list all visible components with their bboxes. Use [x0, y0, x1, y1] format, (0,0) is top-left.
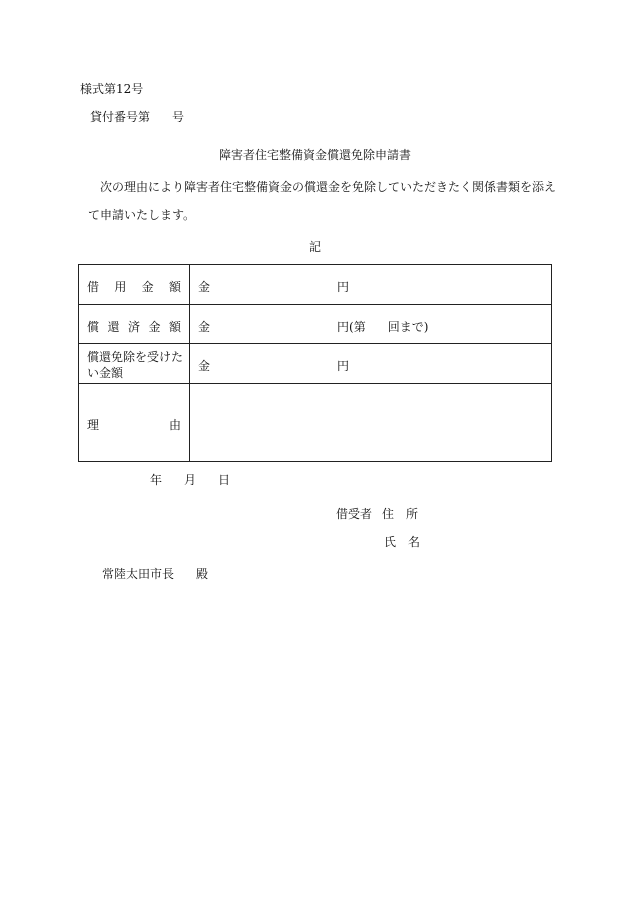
label-char: 金 — [148, 320, 161, 334]
yen-unit-with-installment — [337, 318, 428, 335]
borrower-name-line: 氏 名 — [384, 535, 421, 549]
installment-open: (第 — [349, 320, 366, 334]
label-char: 用 — [114, 280, 127, 294]
loan-number-suffix: 号 — [172, 110, 185, 124]
label-char: 済 — [127, 320, 140, 334]
row-value-borrowed-amount[interactable] — [191, 265, 551, 304]
label-char: 金 — [141, 280, 154, 294]
yen-unit: 円 — [337, 359, 350, 373]
recipient-name: 常陸太田市長 — [102, 567, 175, 581]
row-value-repaid-amount[interactable] — [191, 305, 551, 343]
table-row-repaid-amount — [79, 305, 551, 344]
amount-prefix: 金 — [198, 320, 211, 334]
exemption-amount-label: 償還免除を受けたい金額 — [87, 350, 184, 380]
yen-unit: 円 — [337, 320, 350, 334]
label-char: 償 — [87, 320, 100, 334]
ki-label: 記 — [308, 240, 321, 254]
installment-close: 回まで) — [387, 320, 429, 334]
yen-unit: 円 — [337, 280, 350, 294]
recipient-honorific: 殿 — [196, 567, 209, 581]
date-line — [150, 473, 230, 487]
label-char: 還 — [107, 320, 120, 334]
table-row-reason — [79, 384, 551, 461]
form-number: 様式第12号 — [80, 82, 144, 96]
body-text-line-2: て申請いたします。 — [88, 208, 196, 222]
label-char: 由 — [168, 418, 181, 432]
date-day: 日 — [218, 473, 231, 487]
row-header-borrowed-amount — [79, 265, 190, 304]
borrower-role: 借受者 — [336, 507, 373, 521]
document-title: 障害者住宅整備資金償還免除申請書 — [218, 148, 411, 162]
label-char: 借 — [87, 280, 100, 294]
amount-prefix: 金 — [198, 359, 211, 373]
date-month: 月 — [184, 473, 197, 487]
recipient-line — [102, 567, 208, 581]
amount-prefix: 金 — [198, 280, 211, 294]
address-label: 住 所 — [382, 507, 419, 521]
row-header-repaid-amount — [79, 305, 190, 343]
date-year: 年 — [150, 473, 163, 487]
detail-table — [78, 264, 552, 462]
table-row-exemption-amount — [79, 344, 551, 384]
row-value-reason[interactable] — [191, 384, 551, 461]
table-row-borrowed-amount — [79, 265, 551, 305]
loan-number-line — [90, 110, 184, 124]
label-char: 理 — [87, 418, 100, 432]
borrower-address-line — [336, 507, 418, 521]
label-char: 額 — [168, 320, 181, 334]
row-value-exemption-amount[interactable] — [191, 344, 551, 383]
body-text-line-1: 次の理由により障害者住宅整備資金の償還金を免除していただきたく関係書類を添え — [100, 180, 557, 194]
label-char: 額 — [168, 280, 181, 294]
row-header-exemption-amount — [79, 344, 190, 383]
loan-number-prefix: 貸付番号第 — [90, 110, 151, 124]
row-header-reason — [79, 384, 190, 461]
